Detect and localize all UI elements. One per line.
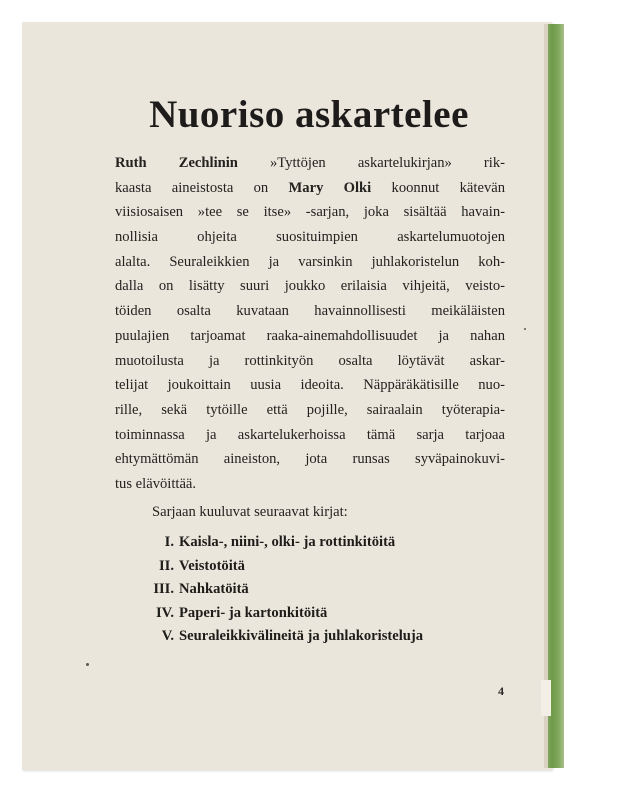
paragraph-line — [115, 274, 505, 299]
series-item-number: I. — [164, 534, 174, 550]
text-run: rille, sekä tytöille että pojille, sairaalain työterapia- — [115, 401, 505, 418]
text-run: viisiosaisen »tee se itse» -sarjan, joka sisältää havain- — [115, 204, 505, 221]
series-item-number: II. — [158, 557, 174, 574]
series-item — [140, 625, 423, 649]
text-run: dalla on lisätty suuri joukko erilaisia vihjeitä, veisto- — [115, 278, 505, 295]
paragraph-line — [115, 398, 505, 423]
paragraph-line — [115, 299, 505, 324]
paper-speck — [524, 328, 526, 330]
paragraph-line — [115, 200, 505, 225]
paragraph-line — [115, 373, 505, 398]
series-item-title: Nahkatöitä — [179, 581, 249, 597]
paragraph-line — [115, 176, 505, 201]
series-item-number: IV. — [156, 604, 174, 621]
series-item — [140, 602, 423, 626]
series-item-title: Paperi- ja kartonkitöitä — [179, 604, 328, 621]
author-name: Ruth Zechlinin — [115, 155, 238, 171]
paragraph-line — [115, 250, 505, 275]
text-run: tus elävöittää. — [115, 475, 197, 492]
series-item — [140, 531, 423, 555]
paragraph-line — [115, 447, 505, 472]
text-run: nollisia ohjeita suosituimpien askartelumuotojen — [115, 229, 505, 246]
text-run: muotoilusta ja rottinkityön osalta löytävät askar- — [115, 352, 505, 369]
paragraph-line — [115, 225, 505, 250]
text-run: alalta. Seuraleikkien ja varsinkin juhlakoristelun koh- — [115, 253, 505, 270]
series-intro: Sarjaan kuuluvat seuraavat kirjat: — [152, 504, 348, 520]
series-item-title: Seuraleikkivälineitä ja juhlakoristeluja — [179, 628, 424, 644]
text-run: kaasta aineistosta on — [115, 179, 289, 196]
series-item — [140, 555, 423, 579]
series-item — [140, 578, 423, 602]
series-list — [140, 531, 423, 649]
series-item-title: Veistotöitä — [179, 557, 245, 574]
paragraph-line — [115, 349, 505, 374]
page-title: Nuoriso askartelee — [149, 93, 469, 136]
text-run: koonnut kätevän — [371, 179, 506, 196]
series-item-number: V. — [161, 628, 174, 644]
text-run: toiminnassa ja askartelukerhoissa tämä sarja tarjoaa — [115, 426, 505, 443]
text-run: ehtymättömän aineiston, jota runsas syväpainokuvi- — [115, 451, 505, 468]
description-paragraph — [115, 151, 505, 497]
series-item-number: III. — [153, 581, 174, 597]
text-run: töiden osalta kuvataan havainnollisesti meikäläisten — [115, 303, 505, 320]
paragraph-line — [115, 324, 505, 349]
paragraph-line — [115, 472, 505, 497]
paper-speck — [86, 663, 89, 666]
paragraph-line — [115, 423, 505, 448]
text-run: telijat joukoittain uusia ideoita. Näppäräkätisille nuo- — [115, 377, 505, 394]
spine-label — [541, 680, 551, 716]
author-name: Mary Olki — [288, 179, 372, 196]
paragraph-line — [115, 151, 505, 176]
text-run: puulajien tarjoamat raaka-ainemahdollisuudet ja nahan — [115, 327, 505, 344]
page-number: 4 — [498, 684, 504, 698]
text-run: »Tyttöjen askartelukirjan» rik- — [237, 155, 505, 171]
series-item-title: Kaisla-, niini-, olki- ja rottinkitöitä — [179, 534, 396, 550]
